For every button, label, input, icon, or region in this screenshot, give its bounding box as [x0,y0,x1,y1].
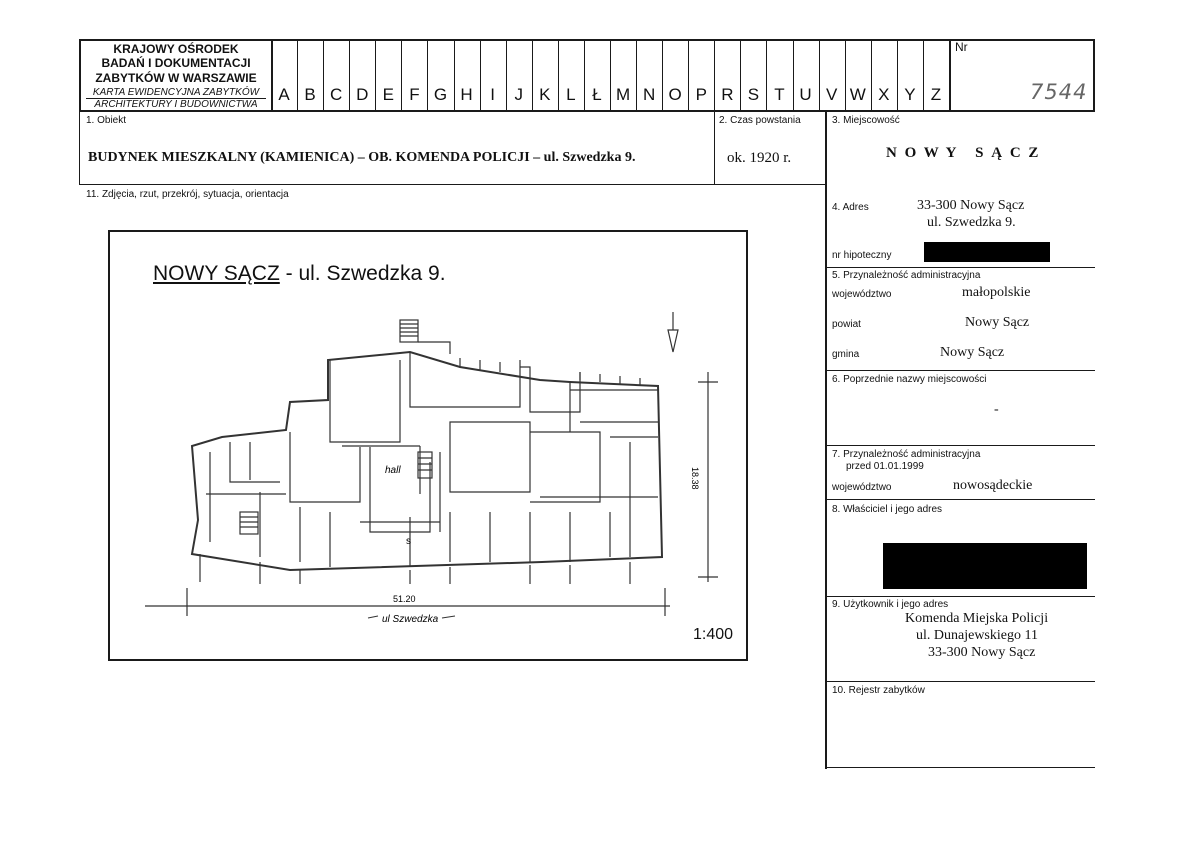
obiekt-label: 1. Obiekt [86,115,127,126]
uzytkownik-line3: 33-300 Nowy Sącz [928,645,1036,660]
alphabet-letter: T [774,85,785,104]
divider-6 [826,370,1095,371]
alphabet-letter: H [460,85,473,104]
alphabet-letter: L [566,85,576,104]
room-hall: hall [385,465,401,476]
wlasciciel-redacted [883,543,1087,589]
alphabet-divider [949,39,951,111]
alphabet-letter: W [849,85,866,104]
dim-depth: 18.38 [690,467,700,490]
alphabet-letter: X [878,85,890,104]
right-column-border [825,111,827,769]
alphabet-letter: S [747,85,760,104]
adres-label: 4. Adres [832,202,869,213]
alphabet-letter: P [695,85,707,104]
alphabet-letter: V [825,85,838,104]
hipoteczny-redacted [924,242,1050,262]
miejscowosc-value: N O W Y S Ą C Z [886,145,1041,161]
room-s: s [406,536,411,547]
alphabet-letter: D [356,85,369,104]
alphabet-letter: A [278,85,290,104]
alphabet-letter: M [615,85,631,104]
adres-line1: 33-300 Nowy Sącz [917,198,1025,213]
admin-woj-value: małopolskie [962,285,1031,300]
institution-line4: KARTA EWIDENCYJNA ZABYTKÓW [92,87,260,98]
admin-woj-label: województwo [832,289,892,300]
alphabet-letter: C [330,85,343,104]
admin-powiat-label: powiat [832,319,861,330]
row1-divider-a [714,111,715,185]
alphabet-letter: Ł [592,85,602,104]
institution-line1: KRAJOWY OŚRODEK [113,42,239,56]
uzytkownik-label: 9. Użytkownik i jego adres [832,599,949,610]
admin1999-woj-label: województwo [832,482,892,493]
poprzednie-value: - [994,402,999,417]
admin-powiat-value: Nowy Sącz [965,315,1030,330]
nr-label: Nr [955,40,968,54]
alphabet-letter: R [721,85,734,104]
divider-10 [826,681,1095,682]
alphabet-letter: F [409,85,420,104]
admin1999-label2: przed 01.01.1999 [846,461,924,472]
divider-5 [826,267,1095,268]
plan-scale: 1:400 [693,626,734,643]
floor-plan-drawing [110,232,742,655]
alphabet-letter: N [642,85,656,104]
divider-7 [826,445,1095,446]
adres-line2: ul. Szwedzka 9. [927,215,1016,230]
hipoteczny-label: nr hipoteczny [832,250,892,261]
institution-line2: BADAŃ I DOKUMENTACJI [101,56,251,70]
czas-value: ok. 1920 r. [727,150,792,166]
zdjecia-label: 11. Zdjęcia, rzut, przekrój, sytuacja, orientacja [86,189,289,200]
wlasciciel-label: 8. Właściciel i jego adres [832,504,943,515]
czas-label: 2. Czas powstania [719,115,801,126]
alphabet-letter: G [433,85,448,104]
institution-line3: ZABYTKÓW W WARSZAWIE [95,71,257,85]
institution-line5: ARCHITEKTURY I BUDOWNICTWA [94,99,258,110]
rejestr-label: 10. Rejestr zabytków [832,685,925,696]
poprzednie-label: 6. Poprzednie nazwy miejscowości [832,374,987,385]
alphabet-letter: Y [904,85,916,104]
alphabet-letter: I [490,85,495,104]
dim-width: 51.20 [393,594,416,604]
divider-bottom [826,767,1095,768]
street-label: ul Szwedzka [382,614,439,625]
alphabet-letter: E [382,85,394,104]
plan-title-city: NOWY SĄCZ [153,262,280,285]
alphabet-letter: K [539,85,551,104]
admin-gmina-value: Nowy Sącz [940,345,1005,360]
divider-9 [826,596,1095,597]
alphabet-letter: Z [930,85,942,104]
nr-value: 7544 [1030,80,1088,104]
admin1999-woj-value: nowosądeckie [953,478,1033,493]
institution-divider [86,98,266,99]
alphabet-letter: B [304,85,316,104]
admin-gmina-label: gmina [832,349,860,360]
miejscowosc-label: 3. Miejscowość [832,115,900,126]
plan-title-street: - ul. Szwedzka 9. [279,262,446,285]
admin-label: 5. Przynależność administracyjna [832,270,981,281]
obiekt-value: BUDYNEK MIESZKALNY (KAMIENICA) – OB. KOMENDA POLICJI – ul. Szwedzka 9. [88,150,636,165]
divider-8 [826,499,1095,500]
row1-left-border [79,111,80,185]
alphabet-letter: J [514,85,523,104]
alphabet-letter: O [668,85,682,104]
alphabet-letter: U [799,85,812,104]
uzytkownik-line1: Komenda Miejska Policji [905,611,1049,626]
uzytkownik-line2: ul. Dunajewskiego 11 [916,628,1038,643]
admin1999-label1: 7. Przynależność administracyjna [832,449,981,460]
